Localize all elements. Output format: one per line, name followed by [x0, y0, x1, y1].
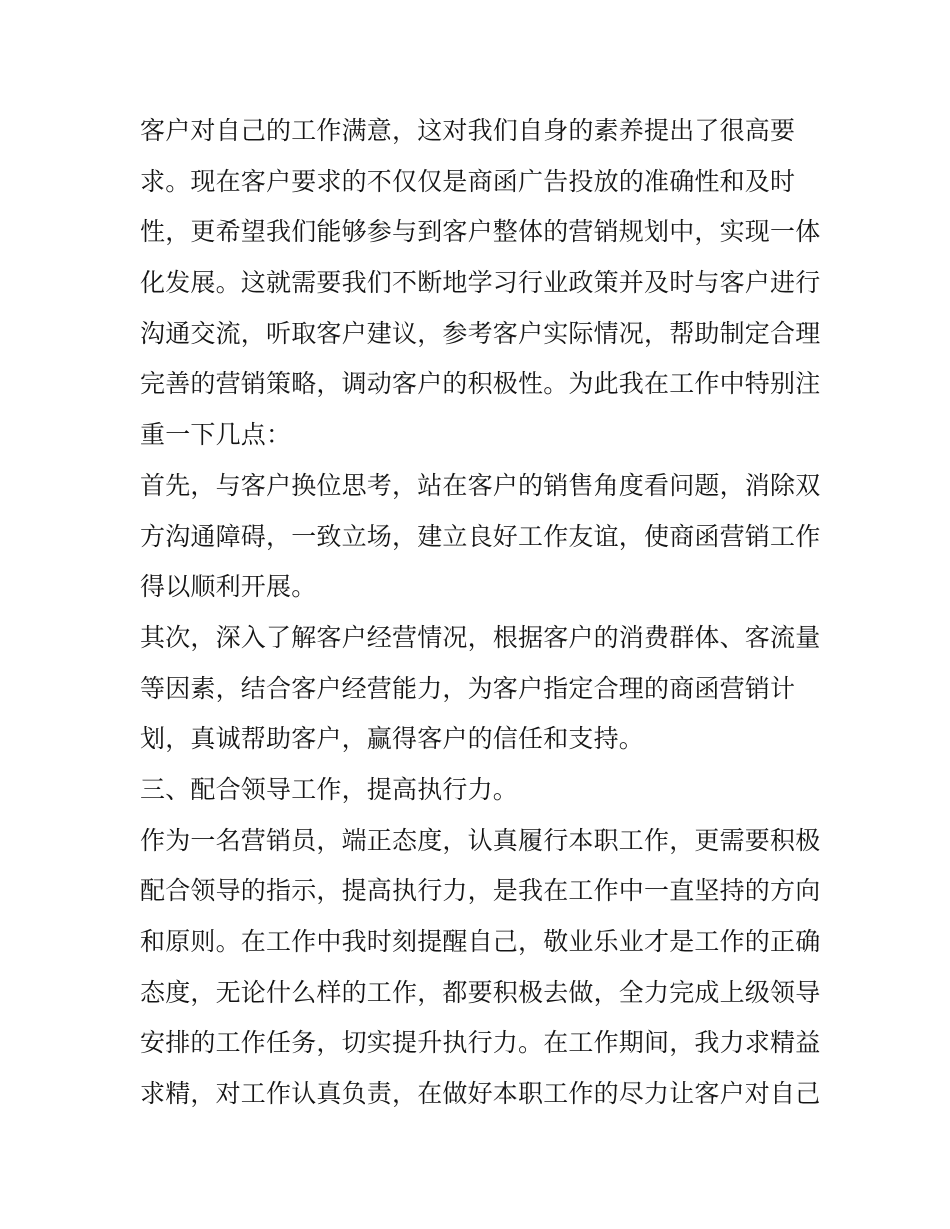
text-line-1: 客户对自己的工作满意，这对我们自身的素养提出了很高要 — [140, 116, 796, 145]
text-line-20: 求精，对工作认真负责，在做好本职工作的尽力让客户对自己 — [140, 1079, 821, 1109]
text-line-2: 求。现在客户要求的不仅仅是商函广告投放的准确性和及时 — [140, 166, 796, 196]
text-line-6: 完善的营销策略，调动客户的积极性。为此我在工作中特别注 — [140, 369, 821, 399]
document-body — [140, 106, 830, 1120]
text-line-10: 得以顺利开展。 — [140, 572, 317, 602]
text-line-16: 配合领导的指示，提高执行力，是我在工作中一直坚持的方向 — [140, 876, 821, 906]
text-line-4: 化发展。这就需要我们不断地学习行业政策并及时与客户进行 — [140, 268, 821, 298]
text-line-9: 方沟通障碍，一致立场，建立良好工作友谊，使商函营销工作 — [140, 521, 821, 551]
text-line-17: 和原则。在工作中我时刻提醒自己，敬业乐业才是工作的正确 — [140, 927, 821, 956]
text-line-5: 沟通交流，听取客户建议，参考客户实际情况，帮助制定合理 — [140, 318, 821, 348]
text-line-13: 划，真诚帮助客户，赢得客户的信任和支持。 — [140, 724, 645, 754]
text-line-7: 重一下几点： — [140, 420, 292, 450]
text-line-18: 态度，无论什么样的工作，都要积极去做，全力完成上级领导 — [140, 977, 821, 1007]
text-line-15: 作为一名营销员，端正态度，认真履行本职工作，更需要积极 — [140, 825, 821, 855]
text-line-19: 安排的工作任务，切实提升执行力。在工作期间，我力求精益 — [140, 1028, 821, 1058]
text-line-8: 首先，与客户换位思考，站在客户的销售角度看问题，消除双 — [140, 470, 821, 500]
text-line-12: 等因素，结合客户经营能力，为客户指定合理的商函营销计 — [140, 673, 796, 703]
section-heading-3: 三、配合领导工作，提高执行力。 — [140, 774, 519, 804]
text-line-11: 其次，深入了解客户经营情况，根据客户的消费群体、客流量 — [140, 622, 821, 652]
text-line-3: 性，更希望我们能够参与到客户整体的营销规划中，实现一体 — [140, 217, 821, 247]
